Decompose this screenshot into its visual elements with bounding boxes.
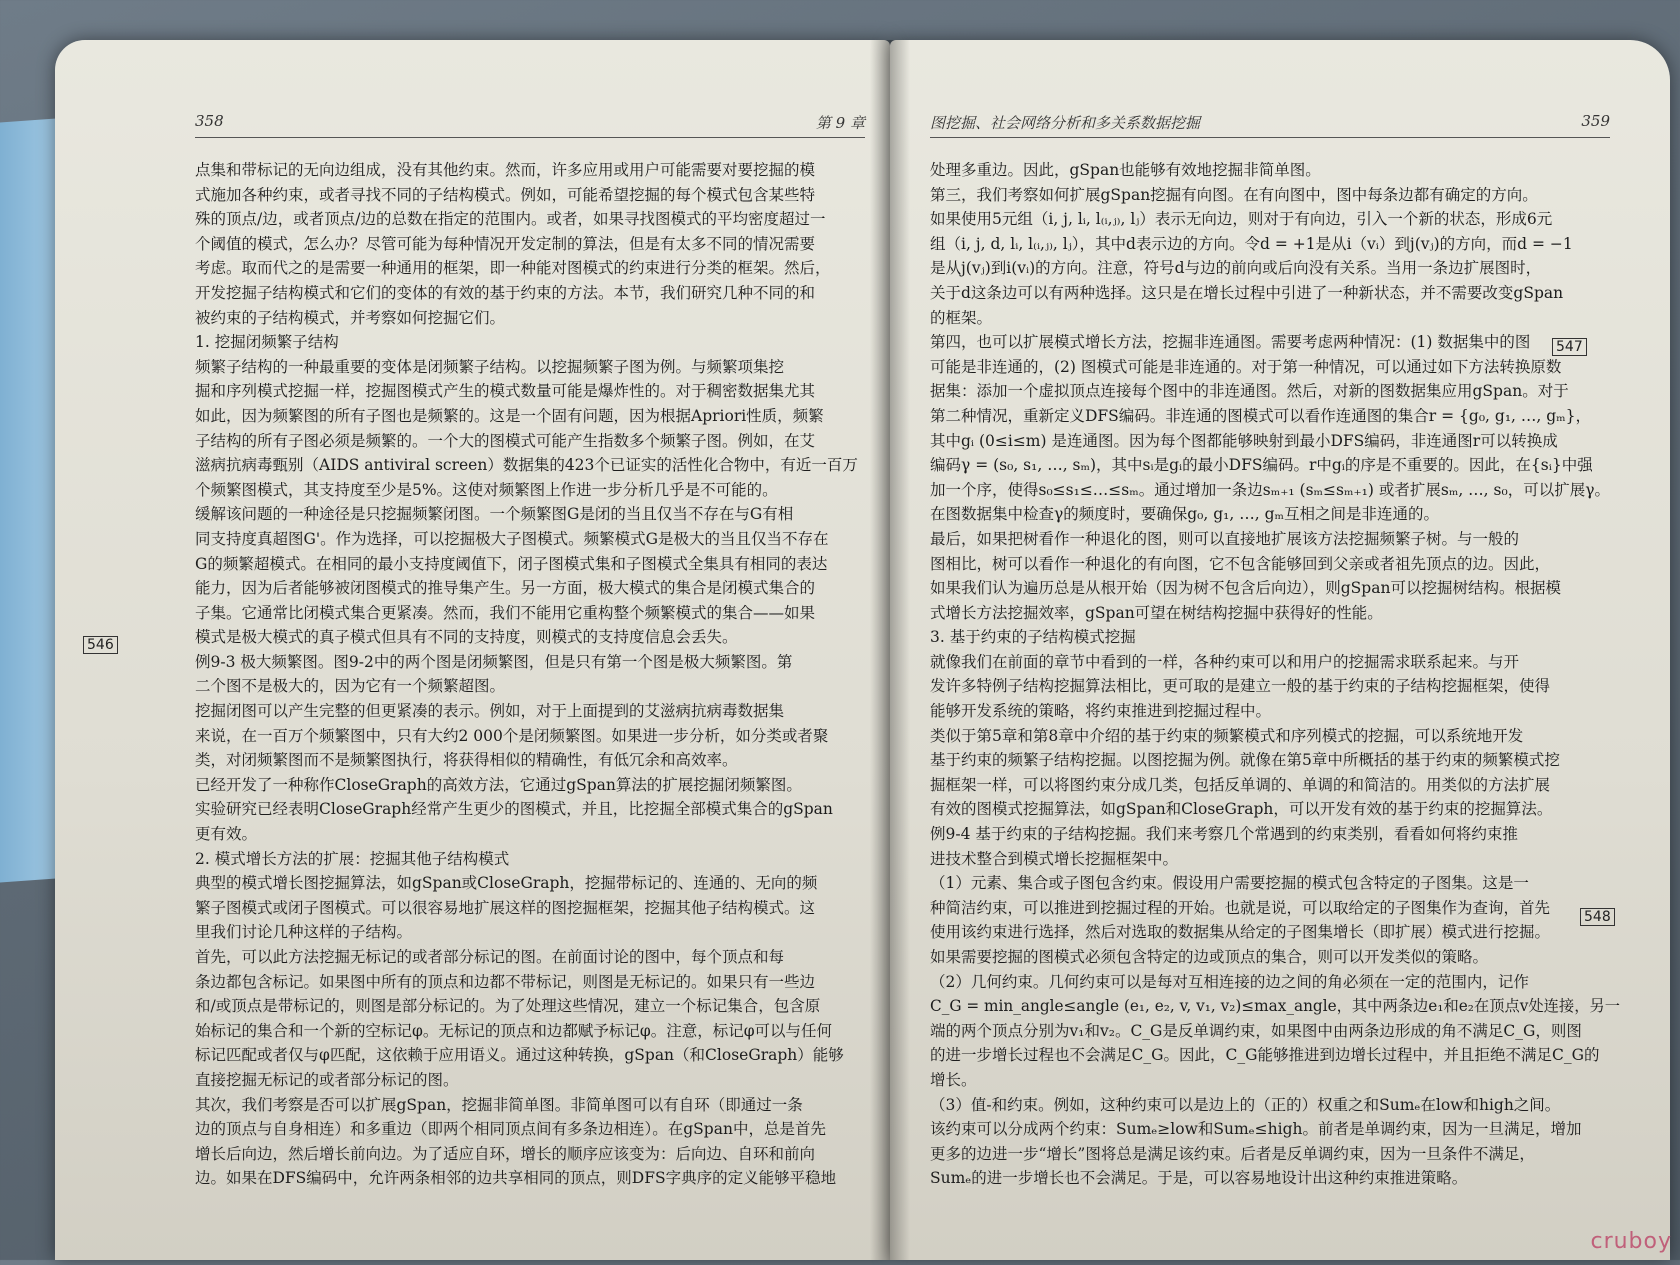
text-line: 频繁子结构的一种最重要的变体是闭频繁子结构。以挖掘频繁子图为例。与频繁项集挖 bbox=[195, 357, 785, 376]
text-line: 其中gᵢ (0≤i≤m) 是连通图。因为每个图都能够映射到最小DFS编码，非连通图r可以转换成 bbox=[930, 431, 1558, 450]
text-line: 第三，我们考察如何扩展gSpan挖掘有向图。在有向图中，图中每条边都有确定的方向。 bbox=[930, 185, 1538, 204]
open-book bbox=[55, 40, 1670, 1265]
watermark: cruboy bbox=[1590, 1229, 1672, 1254]
text-line: 殊的顶点/边，或者顶点/边的总数在指定的范围内。或者，如果寻找图模式的平均密度超过一 bbox=[195, 210, 826, 229]
margin-marker-548: 548 bbox=[1580, 908, 1615, 926]
text-line: 同支持度真超图G'。作为选择，可以挖掘极大子图模式。频繁模式G是极大的当且仅当不存在 bbox=[195, 529, 829, 548]
right-page-title: 图挖掘、社会网络分析和多关系数据挖掘 bbox=[930, 114, 1201, 132]
text-line: 增长。 bbox=[930, 1070, 977, 1089]
text-line: 被约束的子结构模式，并考察如何挖掘它们。 bbox=[195, 308, 506, 327]
text-line: 加一个序，使得s₀≤s₁≤…≤sₘ。通过增加一条边sₘ₊₁ (sₘ≤sₘ₊₁) 或者扩展sₘ, …, s₀，可以扩展γ。 bbox=[930, 480, 1610, 499]
text-line: 种简洁约束，可以推进到挖掘过程的开始。也就是说，可以取给定的子图集作为查询，首先 bbox=[930, 898, 1551, 917]
text-line: 图相比，树可以看作一种退化的有向图，它不包含能够回到父亲或者祖先顶点的边。因此， bbox=[930, 554, 1551, 573]
text-line: 处理多重边。因此，gSpan也能够有效地挖掘非简单图。 bbox=[930, 161, 1321, 179]
text-line: 子结构的所有子图必须是频繁的。一个大的图模式可能产生指数多个频繁子图。例如，在艾 bbox=[195, 431, 816, 450]
text-line: 第四，也可以扩展模式增长方法，挖掘非连通图。需要考虑两种情况：(1) 数据集中的图 bbox=[930, 333, 1531, 352]
text-line: 最后，如果把树看作一种退化的图，则可以直接地扩展该方法挖掘频繁子树。与一般的 bbox=[930, 529, 1520, 548]
text-line: 如此，因为频繁图的所有子图也是频繁的。这是一个固有问题，因为根据Apriori性质，频繁 bbox=[195, 406, 824, 425]
text-line: （1）元素、集合或子图包含约束。假设用户需要挖掘的模式包含特定的子图集。这是一 bbox=[930, 874, 1529, 893]
text-line: 进技术整合到模式增长挖掘框架中。 bbox=[930, 849, 1179, 868]
right-page bbox=[890, 40, 1670, 1260]
text-line: 的框架。 bbox=[930, 308, 993, 327]
text-line: 标记匹配或者仅与φ匹配，这依赖于应用语义。通过这种转换，gSpan（和CloseGraph）能够 bbox=[195, 1046, 844, 1065]
text-line: 式增长方法挖掘效率，gSpan可望在树结构挖掘中获得好的性能。 bbox=[930, 603, 1383, 622]
text-line: 使用该约束进行选择，然后对选取的数据集从给定的子图集增长（即扩展）模式进行挖掘。 bbox=[930, 923, 1551, 942]
text-line: 1. 挖掘闭频繁子结构 bbox=[195, 333, 339, 352]
text-line: 例9-4 基于约束的子结构挖掘。我们来考察几个常遇到的约束类别，看看如何将约束推 bbox=[930, 825, 1518, 844]
text-line: 始标记的集合和一个新的空标记φ。无标记的顶点和边都赋予标记φ。注意，标记φ可以与任何 bbox=[195, 1021, 833, 1040]
text-line: 滋病抗病毒甄别（AIDS antiviral screen）数据集的423个已证实的活性化合物中，有近一百万 bbox=[195, 456, 858, 475]
text-line: G的频繁超模式。在相同的最小支持度阈值下，闭子图模式集和子图模式全集具有相同的表达 bbox=[195, 554, 828, 573]
text-line: 其次，我们考察是否可以扩展gSpan，挖掘非简单图。非简单图可以有自环（即通过一条 bbox=[195, 1095, 803, 1114]
text-line: 就像我们在前面的章节中看到的一样，各种约束可以和用户的挖掘需求联系起来。与开 bbox=[930, 652, 1520, 671]
text-line: 个阈值的模式，怎么办？尽管可能为每种情况开发定制的算法，但是有太多不同的情况需要 bbox=[195, 234, 816, 253]
left-page-chapter: 第 9 章 bbox=[815, 114, 865, 132]
text-line: 有效的图模式挖掘算法，如gSpan和CloseGraph，可以开发有效的基于约束的挖掘算法。 bbox=[930, 800, 1553, 819]
book-gutter bbox=[870, 40, 910, 1260]
text-line: 如果使用5元组（i, j, lᵢ, l₍ᵢ,ⱼ₎, lⱼ）表示无向边，则对于有向边，引入一个新的状态，形成6元 bbox=[930, 210, 1553, 229]
text-line: 例9-3 极大频繁图。图9-2中的两个图是闭频繁图，但是只有第一个图是极大频繁图。第 bbox=[195, 652, 793, 671]
text-line: 基于约束的频繁子结构挖掘。以图挖掘为例。就像在第5章中所概括的基于约束的频繁模式挖 bbox=[930, 751, 1560, 770]
text-line: 条边都包含标记。如果图中所有的顶点和边都不带标记，则图是无标记的。如果只有一些边 bbox=[195, 972, 816, 991]
margin-marker-546: 546 bbox=[83, 636, 118, 654]
text-line: 典型的模式增长图挖掘算法，如gSpan或CloseGraph，挖掘带标记的、连通的、无向的频 bbox=[195, 874, 818, 893]
text-line: 边。如果在DFS编码中，允许两条相邻的边共享相同的顶点，则DFS字典序的定义能够平稳地 bbox=[195, 1169, 837, 1188]
left-page-header bbox=[195, 112, 865, 138]
text-line: 掘框架一样，可以将图约束分成几类，包括反单调的、单调的和简洁的。用类似的方法扩展 bbox=[930, 775, 1551, 794]
text-line: 来说，在一百万个频繁图中，只有大约2 000个是闭频繁图。如果进一步分析，如分类或者聚 bbox=[195, 726, 829, 745]
text-line: 里我们讨论几种这样的子结构。 bbox=[195, 923, 413, 942]
text-line: 缓解该问题的一种途径是只挖掘频繁闭图。一个频繁图G是闭的当且仅当不存在与G有相 bbox=[195, 505, 794, 524]
text-line: 类似于第5章和第8章中介绍的基于约束的频繁模式和序列模式的挖掘，可以系统地开发 bbox=[930, 726, 1524, 745]
text-line: 已经开发了一种称作CloseGraph的高效方法，它通过gSpan算法的扩展挖掘闭频繁图。 bbox=[195, 775, 802, 794]
text-line: 3. 基于约束的子结构模式挖掘 bbox=[930, 628, 1136, 647]
text-line: 2. 模式增长方法的扩展：挖掘其他子结构模式 bbox=[195, 849, 510, 868]
text-line: 子集。它通常比闭模式集合更紧凑。然而，我们不能用它重构整个频繁模式的集合——如果 bbox=[195, 603, 816, 622]
text-line: 在图数据集中检查γ的频度时，要确保g₀, g₁, …, gₘ互相之间是非连通的。 bbox=[930, 505, 1440, 524]
text-line: 能够开发系统的策略，将约束推进到挖掘过程中。 bbox=[930, 702, 1272, 721]
text-line: 首先，可以此方法挖掘无标记的或者部分标记的图。在前面讨论的图中，每个顶点和每 bbox=[195, 948, 785, 966]
text-line: 直接挖掘无标记的或者部分标记的图。 bbox=[195, 1070, 459, 1089]
text-line: 该约束可以分成两个约束：Sumₑ≥low和Sumₑ≤high。前者是单调约束，因为一旦满足，增加 bbox=[930, 1120, 1582, 1139]
text-line: 和/或顶点是带标记的，则图是部分标记的。为了处理这些情况，建立一个标记集合，包含原 bbox=[195, 997, 821, 1016]
text-line: （3）值-和约束。例如，这种约束可以是边上的（正的）权重之和Sumₑ在low和high之间。 bbox=[930, 1095, 1561, 1114]
text-line: 组（i, j, d, lᵢ, l₍ᵢ,ⱼ₎, lⱼ），其中d表示边的方向。令d = +1是从i（vᵢ）到j(vⱼ)的方向，而d = −1 bbox=[930, 234, 1573, 253]
left-page bbox=[55, 40, 890, 1260]
left-page-number: 358 bbox=[195, 112, 224, 130]
text-line: 式施加各种约束，或者寻找不同的子结构模式。例如，可能希望挖掘的每个模式包含某些特 bbox=[195, 185, 816, 204]
text-line: 开发挖掘子结构模式和它们的变体的有效的基于约束的方法。本节，我们研究几种不同的和 bbox=[195, 283, 816, 302]
text-line: 考虑。取而代之的是需要一种通用的框架，即一种能对图模式的约束进行分类的框架。然后， bbox=[195, 259, 831, 278]
text-line: 增长后向边，然后增长前向边。为了适应自环，增长的顺序应该变为：后向边、自环和前向 bbox=[195, 1144, 816, 1163]
right-page-number: 359 bbox=[1581, 112, 1610, 130]
text-line: 挖掘闭图可以产生完整的但更紧凑的表示。例如，对于上面提到的艾滋病抗病毒数据集 bbox=[195, 702, 785, 721]
text-line: 边的顶点与自身相连）和多重边（即两个相同顶点间有多条边相连）。在gSpan中，总是首先 bbox=[195, 1120, 826, 1139]
text-line: 更有效。 bbox=[195, 825, 258, 844]
text-line: 发许多特例子结构挖掘算法相比，更可取的是建立一般的基于约束的子结构挖掘框架，使得 bbox=[930, 677, 1551, 696]
text-line: 更多的边进一步“增长”图将总是满足该约束。后者是反单调约束，因为一旦条件不满足， bbox=[930, 1144, 1535, 1163]
text-line: 能力，因为后者能够被闭图模式的推导集产生。另一方面，极大模式的集合是闭模式集合的 bbox=[195, 579, 816, 598]
margin-marker-547: 547 bbox=[1552, 338, 1587, 356]
text-line: 实验研究已经表明CloseGraph经常产生更少的图模式，并且，比挖掘全部模式集合的gSpan bbox=[195, 800, 833, 819]
text-line: 如果需要挖掘的图模式必须包含特定的边或顶点的集合，则可以开发类似的策略。 bbox=[930, 948, 1489, 966]
text-line: 类，对闭频繁图而不是频繁图执行，将获得相似的精确性，有低冗余和高效率。 bbox=[195, 751, 738, 770]
text-line: 个频繁图模式，其支持度至少是5%。这使对频繁图上作进一步分析几乎是不可能的。 bbox=[195, 480, 778, 499]
text-line: 二个图不是极大的，因为它有一个频繁超图。 bbox=[195, 677, 506, 696]
text-line: （2）几何约束。几何约束可以是每对互相连接的边之间的角必须在一定的范围内，记作 bbox=[930, 972, 1529, 991]
left-page-text bbox=[195, 158, 858, 1191]
text-line: 关于d这条边可以有两种选择。这只是在增长过程中引进了一种新状态，并不需要改变gSpan bbox=[930, 283, 1564, 302]
text-line: 点集和带标记的无向边组成，没有其他约束。然而，许多应用或用户可能需要对要挖掘的模 bbox=[195, 161, 816, 179]
text-line: 据集：添加一个虚拟顶点连接每个图中的非连通图。然后，对新的图数据集应用gSpan。对于 bbox=[930, 382, 1569, 401]
text-line: 模式是极大模式的真子模式但具有不同的支持度，则模式的支持度信息会丢失。 bbox=[195, 628, 738, 647]
text-line: 是从j(vⱼ)到i(vᵢ)的方向。注意，符号d与边的前向或后向没有关系。当用一条边扩展图时， bbox=[930, 259, 1542, 278]
text-line: 繁子图模式或闭子图模式。可以很容易地扩展这样的图挖掘框架，挖掘其他子结构模式。这 bbox=[195, 898, 816, 917]
text-line: C_G = min_angle≤angle (e₁, e₂, v, v₁, v₂)≤max_angle，其中两条边e₁和e₂在顶点v处连接，另一 bbox=[930, 997, 1621, 1016]
right-page-header bbox=[930, 112, 1610, 138]
text-line: 的进一步增长过程也不会满足C_G。因此，C_G能够推进到边增长过程中，并且拒绝不满足C_G的 bbox=[930, 1046, 1600, 1065]
text-line: 端的两个顶点分别为v₁和v₂。C_G是反单调约束，如果图中由两条边形成的角不满足C_G，则图 bbox=[930, 1021, 1582, 1040]
text-line: 第二种情况，重新定义DFS编码。非连通的图模式可以看作连通图的集合r = {g₀, g₁, …, gₘ}， bbox=[930, 406, 1592, 425]
text-line: 编码γ = (s₀, s₁, …, sₘ)，其中sᵢ是gᵢ的最小DFS编码。r中gᵢ的序是不重要的。因此，在{sᵢ}中强 bbox=[930, 456, 1593, 475]
text-line: 掘和序列模式挖掘一样，挖掘图模式产生的模式数量可能是爆炸性的。对于稠密数据集尤其 bbox=[195, 382, 816, 401]
text-line: Sumₑ的进一步增长也不会满足。于是，可以容易地设计出这种约束推进策略。 bbox=[930, 1169, 1468, 1188]
text-line: 如果我们认为遍历总是从根开始（因为树不包含后向边），则gSpan可以挖掘树结构。根据模 bbox=[930, 579, 1561, 598]
right-page-text bbox=[930, 158, 1630, 1191]
text-line: 可能是非连通的，(2) 图模式可能是非连通的。对于第一种情况，可以通过如下方法转换原数 bbox=[930, 357, 1562, 376]
